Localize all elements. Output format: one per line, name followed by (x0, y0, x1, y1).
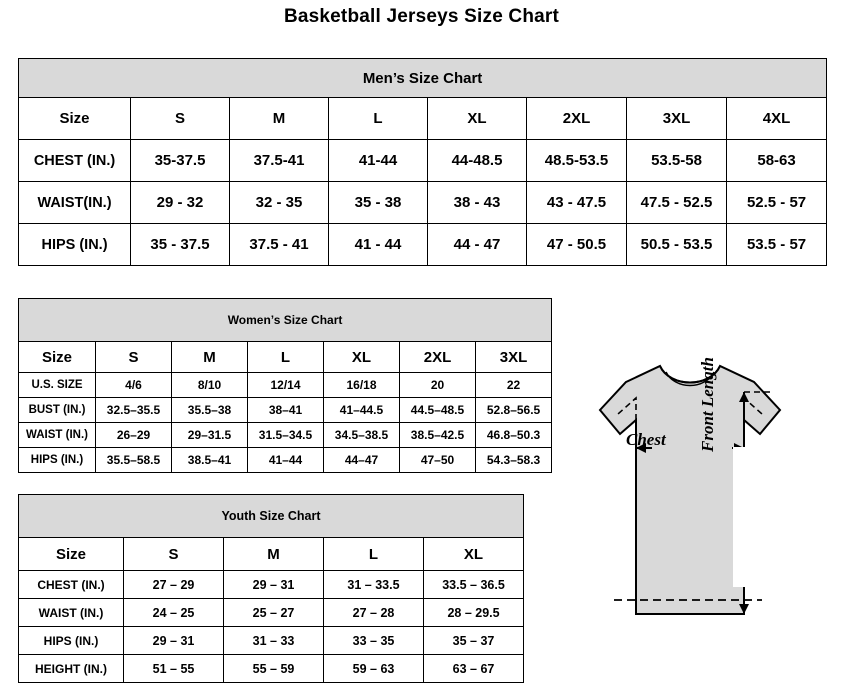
table-header-row (19, 342, 552, 373)
column-header-size: Size (19, 342, 96, 373)
cell: 35 - 38 (329, 182, 428, 224)
table-row (19, 224, 827, 266)
cell: 31 – 33 (224, 627, 324, 655)
column-header-l: L (324, 538, 424, 571)
row-label: WAIST (IN.) (19, 423, 96, 448)
column-header-l: L (248, 342, 324, 373)
cell: 44-48.5 (428, 140, 527, 182)
column-header-size: Size (19, 98, 131, 140)
cell: 58-63 (727, 140, 827, 182)
cell: 27 – 29 (124, 571, 224, 599)
row-label: HIPS (IN.) (19, 627, 124, 655)
table-row (19, 398, 552, 423)
cell: 52.8–56.5 (476, 398, 552, 423)
cell: 43 - 47.5 (527, 182, 627, 224)
cell: 41–44.5 (324, 398, 400, 423)
table-row (19, 182, 827, 224)
cell: 22 (476, 373, 552, 398)
column-header-3xl: 3XL (627, 98, 727, 140)
cell: 37.5 - 41 (230, 224, 329, 266)
row-label: HIPS (IN.) (19, 448, 96, 473)
column-header-3xl: 3XL (476, 342, 552, 373)
cell: 29–31.5 (172, 423, 248, 448)
row-label: WAIST(IN.) (19, 182, 131, 224)
cell: 34.5–38.5 (324, 423, 400, 448)
table-row (19, 655, 524, 683)
column-header-s: S (131, 98, 230, 140)
cell: 41–44 (248, 448, 324, 473)
cell: 47–50 (400, 448, 476, 473)
row-label: CHEST (IN.) (19, 140, 131, 182)
column-header-xl: XL (324, 342, 400, 373)
cell: 29 - 32 (131, 182, 230, 224)
cell: 59 – 63 (324, 655, 424, 683)
front-length-label-bg (733, 447, 755, 587)
cell: 63 – 67 (424, 655, 524, 683)
cell: 38 - 43 (428, 182, 527, 224)
column-header-2xl: 2XL (400, 342, 476, 373)
womens-size-chart-table (18, 298, 552, 473)
cell: 38.5–41 (172, 448, 248, 473)
cell: 25 – 27 (224, 599, 324, 627)
cell: 48.5-53.5 (527, 140, 627, 182)
column-header-xl: XL (424, 538, 524, 571)
cell: 35 – 37 (424, 627, 524, 655)
cell: 54.3–58.3 (476, 448, 552, 473)
womens-table-caption: Women’s Size Chart (19, 299, 552, 342)
row-label: CHEST (IN.) (19, 571, 124, 599)
column-header-4xl: 4XL (727, 98, 827, 140)
cell: 29 – 31 (124, 627, 224, 655)
table-row (19, 373, 552, 398)
column-header-xl: XL (428, 98, 527, 140)
youth-size-chart-table (18, 494, 524, 683)
row-label: BUST (IN.) (19, 398, 96, 423)
table-row (19, 627, 524, 655)
cell: 55 – 59 (224, 655, 324, 683)
cell: 20 (400, 373, 476, 398)
youth-table-caption: Youth Size Chart (19, 495, 524, 538)
cell: 47 - 50.5 (527, 224, 627, 266)
cell: 46.8–50.3 (476, 423, 552, 448)
cell: 50.5 - 53.5 (627, 224, 727, 266)
jersey-measurement-diagram (548, 352, 838, 667)
cell: 32 - 35 (230, 182, 329, 224)
jersey-shape-icon (548, 352, 838, 667)
cell: 44–47 (324, 448, 400, 473)
cell: 38.5–42.5 (400, 423, 476, 448)
cell: 8/10 (172, 373, 248, 398)
column-header-m: M (230, 98, 329, 140)
chest-label: Chest (626, 430, 666, 449)
cell: 38–41 (248, 398, 324, 423)
cell: 44 - 47 (428, 224, 527, 266)
table-row (19, 423, 552, 448)
table-caption-row (19, 59, 827, 98)
cell: 28 – 29.5 (424, 599, 524, 627)
cell: 53.5 - 57 (727, 224, 827, 266)
page-title: Basketball Jerseys Size Chart (283, 6, 560, 27)
cell: 4/6 (96, 373, 172, 398)
cell: 35-37.5 (131, 140, 230, 182)
cell: 26–29 (96, 423, 172, 448)
table-row (19, 140, 827, 182)
column-header-s: S (124, 538, 224, 571)
table-caption-row (19, 495, 524, 538)
row-label: U.S. SIZE (19, 373, 96, 398)
column-header-m: M (172, 342, 248, 373)
cell: 41 - 44 (329, 224, 428, 266)
cell: 31 – 33.5 (324, 571, 424, 599)
column-header-2xl: 2XL (527, 98, 627, 140)
cell: 47.5 - 52.5 (627, 182, 727, 224)
cell: 52.5 - 57 (727, 182, 827, 224)
row-label: HIPS (IN.) (19, 224, 131, 266)
cell: 37.5-41 (230, 140, 329, 182)
cell: 35.5–38 (172, 398, 248, 423)
cell: 33.5 – 36.5 (424, 571, 524, 599)
cell: 24 – 25 (124, 599, 224, 627)
cell: 53.5-58 (627, 140, 727, 182)
table-caption-row (19, 299, 552, 342)
cell: 41-44 (329, 140, 428, 182)
row-label: WAIST (IN.) (19, 599, 124, 627)
mens-size-chart-table (18, 58, 827, 266)
column-header-l: L (329, 98, 428, 140)
table-row (19, 571, 524, 599)
table-header-row (19, 538, 524, 571)
cell: 33 – 35 (324, 627, 424, 655)
cell: 31.5–34.5 (248, 423, 324, 448)
cell: 35.5–58.5 (96, 448, 172, 473)
cell: 44.5–48.5 (400, 398, 476, 423)
front-length-label: Front Length (698, 357, 717, 452)
table-row (19, 599, 524, 627)
cell: 16/18 (324, 373, 400, 398)
column-header-m: M (224, 538, 324, 571)
column-header-s: S (96, 342, 172, 373)
cell: 32.5–35.5 (96, 398, 172, 423)
cell: 51 – 55 (124, 655, 224, 683)
cell: 27 – 28 (324, 599, 424, 627)
cell: 29 – 31 (224, 571, 324, 599)
table-row (19, 448, 552, 473)
mens-table-caption: Men’s Size Chart (19, 59, 827, 98)
cell: 12/14 (248, 373, 324, 398)
row-label: HEIGHT (IN.) (19, 655, 124, 683)
table-header-row (19, 98, 827, 140)
cell: 35 - 37.5 (131, 224, 230, 266)
column-header-size: Size (19, 538, 124, 571)
